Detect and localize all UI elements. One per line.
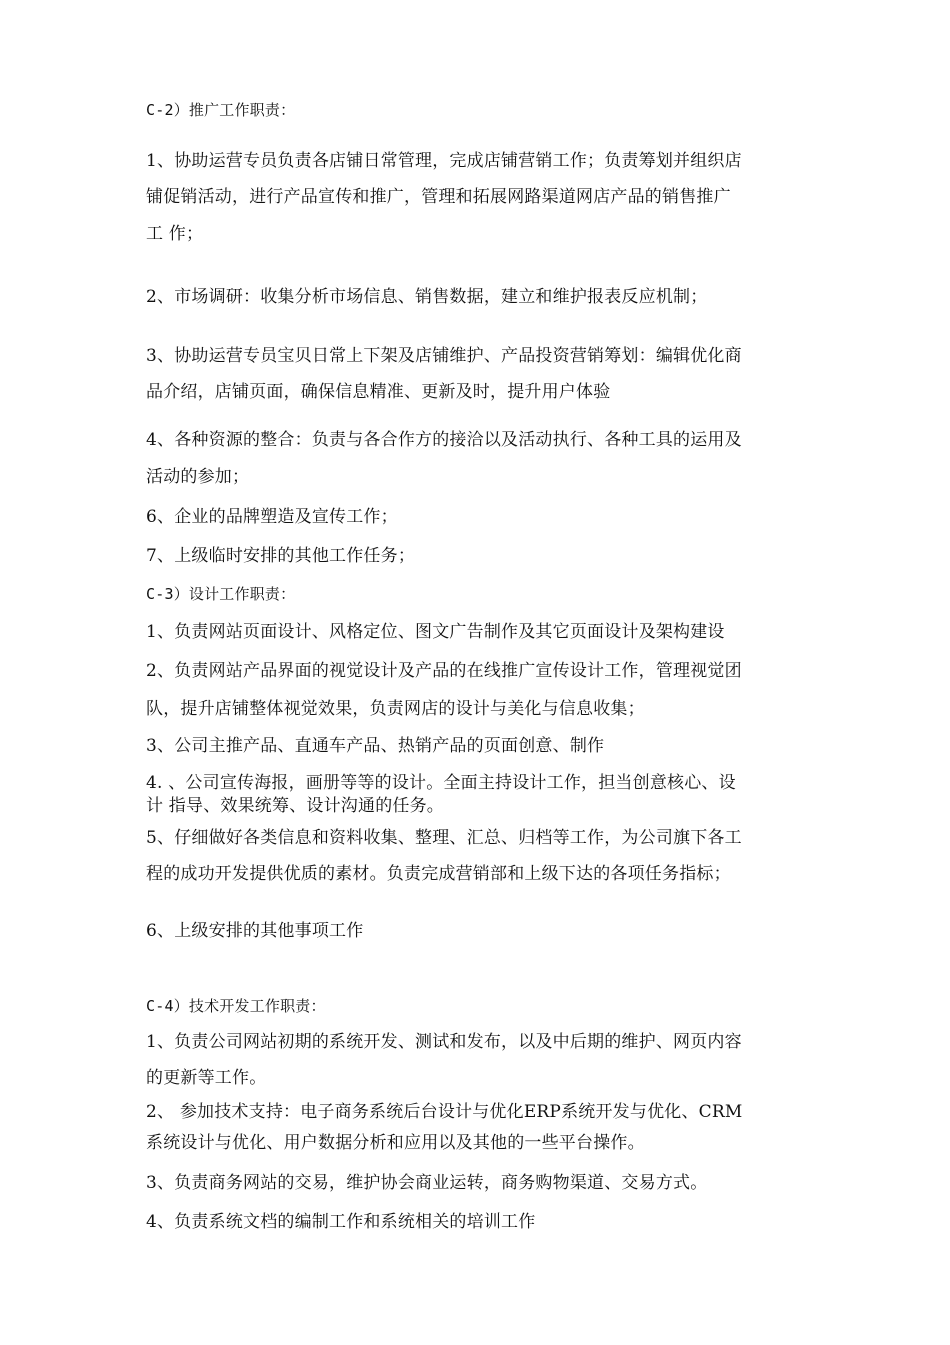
paragraph-line: 活动的参加； [146,467,250,487]
paragraph-line: 计 指导、效果统筹、设计沟通的任务。 [146,796,445,816]
paragraph-line: 系统设计与优化、用户数据分析和应用以及其他的一些平台操作。 [146,1133,645,1153]
section-heading-design: C-3）设计工作职责： [146,585,296,603]
paragraph-line: 工 作； [146,224,204,244]
paragraph-line: 3、协助运营专员宝贝日常上下架及店铺维护、产品投资营销筹划：编辑优化商 [146,346,742,366]
paragraph-line: 品介绍，店铺页面，确保信息精准、更新及时，提升用户体验 [146,382,611,402]
paragraph-line: 7、上级临时安排的其他工作任务； [146,546,416,566]
paragraph-line: 1、协助运营专员负责各店铺日常管理，完成店铺营销工作；负责筹划并组织店 [146,151,742,171]
section-heading-tech: C-4）技术开发工作职责： [146,997,326,1015]
paragraph-line: 2、市场调研：收集分析市场信息、销售数据，建立和维护报表反应机制； [146,287,708,307]
paragraph-line: 程的成功开发提供优质的素材。负责完成营销部和上级下达的各项任务指标； [146,864,731,884]
paragraph-line: 2、 参加技术支持：电子商务系统后台设计与优化ERP系统开发与优化、CRM [146,1102,743,1122]
paragraph-line: 3、公司主推产品、直通车产品、热销产品的页面创意、制作 [146,736,605,756]
section-heading-promotion: C-2）推广工作职责： [146,101,296,119]
paragraph-line: 的更新等工作。 [146,1068,267,1088]
paragraph-line: 4、各种资源的整合：负责与各合作方的接洽以及活动执行、各种工具的运用及 [146,430,742,450]
paragraph-line: 2、负责网站产品界面的视觉设计及产品的在线推广宣传设计工作，管理视觉团 [146,661,742,681]
paragraph-line: 4、负责系统文档的编制工作和系统相关的培训工作 [146,1212,536,1232]
paragraph-line: 3、负责商务网站的交易，维护协会商业运转，商务购物渠道、交易方式。 [146,1173,708,1193]
paragraph-line: 队，提升店铺整体视觉效果，负责网店的设计与美化与信息收集； [146,699,645,719]
paragraph-line: 4. 、公司宣传海报，画册等等的设计。全面主持设计工作，担当创意核心、设 [146,773,736,793]
paragraph-line: 6、企业的品牌塑造及宣传工作； [146,507,398,527]
paragraph-line: 5、仔细做好各类信息和资料收集、整理、汇总、归档等工作，为公司旗下各工 [146,828,742,848]
paragraph-line: 6、上级安排的其他事项工作 [146,921,364,941]
paragraph-line: 1、负责公司网站初期的系统开发、测试和发布，以及中后期的维护、网页内容 [146,1032,742,1052]
paragraph-line: 铺促销活动，进行产品宣传和推广，管理和拓展网路渠道网店产品的销售推广 [146,187,731,207]
paragraph-line: 1、负责网站页面设计、风格定位、图文广告制作及其它页面设计及架构建设 [146,622,725,642]
